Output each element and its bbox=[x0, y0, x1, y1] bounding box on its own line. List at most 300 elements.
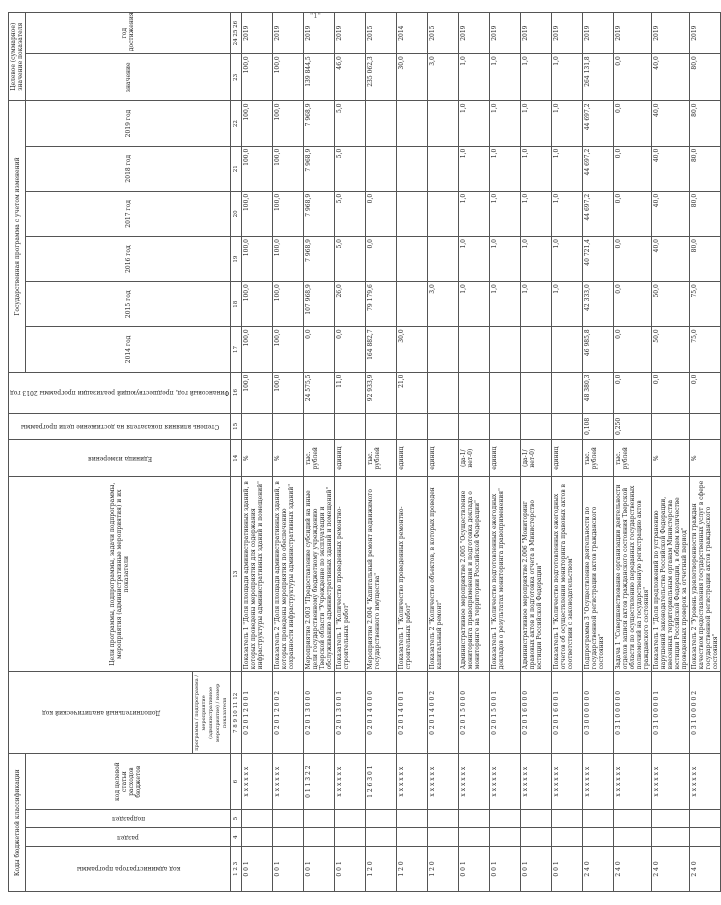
cell-dop-code: 0 2 0 1 6 0 0 1 bbox=[552, 672, 583, 754]
cell-fin: 0,0 bbox=[652, 372, 690, 413]
cell-year-value: 5,0 bbox=[335, 237, 366, 282]
cell-total-value: 235 062,3 bbox=[366, 54, 397, 101]
cell-total-year: 2019 bbox=[690, 13, 721, 54]
cell-year-value: 1,0 bbox=[459, 101, 490, 146]
cell-year-value: 7 968,9 bbox=[304, 237, 335, 282]
column-number: 20 bbox=[231, 191, 242, 236]
column-number-row bbox=[231, 13, 242, 892]
cell-unit: тыс. рублей bbox=[366, 440, 397, 477]
cell-weight bbox=[335, 413, 366, 440]
header-kcs: код целевой статьи расходов бюджетов bbox=[26, 754, 231, 809]
cell-ap: 0 0 1 bbox=[335, 846, 366, 891]
cell-unit: % bbox=[652, 440, 690, 477]
cell-fin: 92 933,9 bbox=[366, 372, 397, 413]
cell-year-value: 40,0 bbox=[652, 191, 690, 236]
table-body bbox=[242, 13, 721, 892]
cell-total-year: 2015 bbox=[428, 13, 459, 54]
cell-dop-code: 0 3 0 0 0 0 0 0 bbox=[583, 672, 614, 754]
cell-total-year: 2019 bbox=[583, 13, 614, 54]
table-row bbox=[366, 13, 397, 892]
cell-fin bbox=[459, 372, 490, 413]
column-number: 23 bbox=[231, 54, 242, 101]
cell-total-value: 80,0 bbox=[690, 54, 721, 101]
cell-kcs: x x x x x x bbox=[273, 754, 304, 809]
cell-unit: тыс. рублей bbox=[583, 440, 614, 477]
cell-unit: % bbox=[242, 440, 273, 477]
cell-year-value bbox=[428, 327, 459, 372]
cell-total-value: 46,0 bbox=[335, 54, 366, 101]
table-row bbox=[614, 13, 652, 892]
cell-ap: 1 2 0 bbox=[397, 846, 428, 891]
cell-ap: 1 2 0 bbox=[366, 846, 397, 891]
cell-year-value: 0,0 bbox=[614, 101, 652, 146]
cell-year-value: 46 985,8 bbox=[583, 327, 614, 372]
cell-total-value: 1,0 bbox=[490, 54, 521, 101]
column-number: 17 bbox=[231, 327, 242, 372]
cell-name: Показатель 1 "Доля площади административных зданий, в которых проведены мероприятия для содержания инфраструктуры административных зданий и помещений" bbox=[242, 477, 273, 672]
cell-fin: 100,0 bbox=[273, 372, 304, 413]
cell-year-value: 0,0 bbox=[614, 237, 652, 282]
cell-weight: 0,108 bbox=[583, 413, 614, 440]
cell-year-value: 0,0 bbox=[304, 327, 335, 372]
cell-year-value bbox=[397, 191, 428, 236]
cell-fin: 0,0 bbox=[690, 372, 721, 413]
cell-dop-code: 0 3 1 0 0 0 0 1 bbox=[652, 672, 690, 754]
cell-year-value: 5,0 bbox=[335, 101, 366, 146]
cell-weight bbox=[490, 413, 521, 440]
cell-podrazdel bbox=[428, 809, 459, 827]
cell-weight bbox=[366, 413, 397, 440]
cell-weight bbox=[521, 413, 552, 440]
cell-ap: 0 0 1 bbox=[459, 846, 490, 891]
table-row bbox=[552, 13, 583, 892]
cell-name: Показатель 1 "Количество проведенных ремонтно-строительных работ" bbox=[335, 477, 366, 672]
cell-weight bbox=[652, 413, 690, 440]
cell-ap: 0 0 1 bbox=[521, 846, 552, 891]
cell-dop-code: 0 2 0 1 5 0 0 0 bbox=[459, 672, 490, 754]
cell-unit: % bbox=[690, 440, 721, 477]
column-number: 14 bbox=[231, 440, 242, 477]
cell-total-year: 2019 bbox=[552, 13, 583, 54]
cell-dop-code: 0 2 0 1 2 0 0 1 bbox=[242, 672, 273, 754]
cell-name: Показатель 2 "Количество объектов, в которых проведен капитальный ремонт" bbox=[428, 477, 459, 672]
cell-ap: 0 0 1 bbox=[242, 846, 273, 891]
cell-kcs: 0 1 1 3 2 2 bbox=[304, 754, 335, 809]
header-total: Целевое (суммарное) значение показателя bbox=[9, 13, 26, 101]
cell-year-value: 7 968,9 bbox=[304, 101, 335, 146]
cell-year-value: 75,0 bbox=[690, 282, 721, 327]
cell-dop-code: 0 2 0 1 3 0 0 0 bbox=[304, 672, 335, 754]
cell-weight bbox=[242, 413, 273, 440]
cell-unit: единиц bbox=[490, 440, 521, 477]
cell-razdel bbox=[335, 828, 366, 846]
cell-kcs: x x x x x x bbox=[335, 754, 366, 809]
cell-fin: 24 575,5 bbox=[304, 372, 335, 413]
cell-year-value: 100,0 bbox=[242, 191, 273, 236]
cell-year-value: 80,0 bbox=[690, 191, 721, 236]
cell-ap: 0 0 1 bbox=[552, 846, 583, 891]
cell-dop-code: 0 2 0 1 4 0 0 2 bbox=[428, 672, 459, 754]
cell-year-value: 100,0 bbox=[273, 282, 304, 327]
cell-unit: единиц bbox=[428, 440, 459, 477]
column-number: 7 8 9 10 11 12 bbox=[231, 672, 242, 754]
header-y2017: 2017 год bbox=[26, 191, 231, 236]
cell-year-value: 44 697,2 bbox=[583, 191, 614, 236]
cell-year-value: 100,0 bbox=[242, 327, 273, 372]
cell-year-value: 164 882,7 bbox=[366, 327, 397, 372]
cell-dop-code: 0 2 0 1 5 0 0 1 bbox=[490, 672, 521, 754]
cell-year-value: 100,0 bbox=[273, 327, 304, 372]
header-ap: код администратора программы bbox=[26, 846, 231, 891]
cell-year-value bbox=[521, 327, 552, 372]
table-row bbox=[459, 13, 490, 892]
cell-weight bbox=[428, 413, 459, 440]
cell-kcs: x x x x x x bbox=[614, 754, 652, 809]
cell-total-year: 2019 bbox=[304, 13, 335, 54]
cell-ap: 1 2 0 bbox=[428, 846, 459, 891]
cell-dop-code: 0 2 0 1 6 0 0 0 bbox=[521, 672, 552, 754]
cell-unit: тыс. рублей bbox=[304, 440, 335, 477]
cell-ap: 2 4 0 bbox=[652, 846, 690, 891]
cell-year-value: 50,0 bbox=[652, 282, 690, 327]
cell-weight bbox=[273, 413, 304, 440]
cell-total-value: 3,0 bbox=[428, 54, 459, 101]
cell-total-year: 2015 bbox=[366, 13, 397, 54]
header-name: Цели программы, подпрограммы, задачи подпрограммы, мероприятия (административные мероприятия) и их показатели bbox=[9, 477, 231, 672]
column-number: 13 bbox=[231, 477, 242, 672]
cell-fin bbox=[521, 372, 552, 413]
cell-year-value: 1,0 bbox=[521, 282, 552, 327]
cell-total-value: 100,0 bbox=[273, 54, 304, 101]
cell-dop-code: 0 3 1 0 0 0 0 0 bbox=[614, 672, 652, 754]
cell-total-year: 2019 bbox=[459, 13, 490, 54]
cell-name: Показатель 1 "Доля предложений по устранению нарушений законодательства Российской Федерации, внесенных территориальным органам Министерства юстиции Российской Федерации, в общем количестве проведенных проверок за отчетный период" bbox=[652, 477, 690, 672]
cell-year-value: 3,0 bbox=[428, 282, 459, 327]
cell-razdel bbox=[652, 828, 690, 846]
cell-razdel bbox=[690, 828, 721, 846]
cell-razdel bbox=[583, 828, 614, 846]
cell-kcs: x x x x x x bbox=[552, 754, 583, 809]
cell-year-value: 5,0 bbox=[335, 191, 366, 236]
cell-year-value: 79 179,6 bbox=[366, 282, 397, 327]
cell-podrazdel bbox=[690, 809, 721, 827]
cell-year-value: 1,0 bbox=[490, 146, 521, 191]
column-number: 5 bbox=[231, 809, 242, 827]
cell-unit: (да-1/нет-0) bbox=[459, 440, 490, 477]
cell-kcs: 1 2 6 3 0 1 bbox=[366, 754, 397, 809]
cell-year-value: 42 333,0 bbox=[583, 282, 614, 327]
cell-year-value: 40,0 bbox=[652, 146, 690, 191]
cell-year-value bbox=[428, 101, 459, 146]
cell-year-value: 100,0 bbox=[242, 101, 273, 146]
cell-year-value: 7 968,9 bbox=[304, 191, 335, 236]
cell-kcs: x x x x x x bbox=[397, 754, 428, 809]
cell-razdel bbox=[614, 828, 652, 846]
cell-kcs: x x x x x x bbox=[652, 754, 690, 809]
cell-year-value bbox=[366, 146, 397, 191]
cell-year-value: 1,0 bbox=[552, 146, 583, 191]
cell-ap: 0 0 1 bbox=[304, 846, 335, 891]
cell-ap: 2 4 0 bbox=[690, 846, 721, 891]
header-y2018: 2018 год bbox=[26, 146, 231, 191]
cell-year-value: 0,0 bbox=[614, 327, 652, 372]
cell-unit: единиц bbox=[552, 440, 583, 477]
table-row bbox=[690, 13, 721, 892]
cell-weight: 0,250 bbox=[614, 413, 652, 440]
cell-year-value: 1,0 bbox=[552, 282, 583, 327]
cell-fin bbox=[490, 372, 521, 413]
table-row bbox=[428, 13, 459, 892]
cell-podrazdel bbox=[304, 809, 335, 827]
cell-year-value: 1,0 bbox=[521, 237, 552, 282]
cell-total-year: 2019 bbox=[335, 13, 366, 54]
header-dop: Дополнительный аналитический код bbox=[9, 672, 193, 754]
header-y2015: 2015 год bbox=[26, 282, 231, 327]
column-number: 24 25 26 bbox=[231, 13, 242, 54]
cell-year-value: 0,0 bbox=[366, 191, 397, 236]
column-number: 21 bbox=[231, 146, 242, 191]
cell-year-value: 1,0 bbox=[459, 191, 490, 236]
cell-year-value: 100,0 bbox=[273, 191, 304, 236]
rotated-table-wrapper bbox=[8, 12, 720, 892]
cell-year-value: 0,0 bbox=[614, 146, 652, 191]
cell-year-value: 1,0 bbox=[552, 237, 583, 282]
cell-razdel bbox=[490, 828, 521, 846]
cell-ap: 2 4 0 bbox=[614, 846, 652, 891]
column-number: 18 bbox=[231, 282, 242, 327]
header-unit: Единица измерения bbox=[9, 440, 231, 477]
cell-kcs: x x x x x x bbox=[490, 754, 521, 809]
cell-dop-code: 0 2 0 1 4 0 0 0 bbox=[366, 672, 397, 754]
cell-total-year: 2019 bbox=[521, 13, 552, 54]
cell-razdel bbox=[552, 828, 583, 846]
header-tval: значение bbox=[26, 54, 231, 101]
header-y2014: 2014 год bbox=[26, 327, 231, 372]
cell-name: Административное мероприятие 2.005 "Осуществление мониторинга правоприменения и подготовка доклада о мониторинге на территории Российской Федерации" bbox=[459, 477, 490, 672]
cell-weight bbox=[459, 413, 490, 440]
cell-year-value: 1,0 bbox=[490, 101, 521, 146]
cell-year-value: 1,0 bbox=[521, 191, 552, 236]
header-fin: Финансовый год, предшествующий реализации программы 2013 год bbox=[9, 372, 231, 413]
cell-year-value bbox=[366, 101, 397, 146]
cell-year-value: 0,0 bbox=[614, 282, 652, 327]
cell-year-value bbox=[428, 146, 459, 191]
cell-year-value: 1,0 bbox=[521, 101, 552, 146]
cell-podrazdel bbox=[335, 809, 366, 827]
cell-name: Показатель 2 "Доля площади административных зданий, в которых проведены мероприятия по обеспечению сохранности инфраструктуры административных зданий" bbox=[273, 477, 304, 672]
column-number: 15 bbox=[231, 413, 242, 440]
cell-year-value: 100,0 bbox=[273, 146, 304, 191]
cell-dop-code: 0 3 1 0 0 0 0 2 bbox=[690, 672, 721, 754]
cell-year-value bbox=[397, 237, 428, 282]
cell-weight bbox=[397, 413, 428, 440]
header-dop-sub: программа / подпрограмма / мероприятие (административное мероприятие) / номер показателя bbox=[193, 672, 231, 754]
cell-razdel bbox=[242, 828, 273, 846]
cell-unit: единиц bbox=[397, 440, 428, 477]
table-row bbox=[397, 13, 428, 892]
cell-fin: 0,0 bbox=[614, 372, 652, 413]
cell-year-value: 75,0 bbox=[690, 327, 721, 372]
cell-year-value bbox=[397, 282, 428, 327]
cell-year-value: 26,0 bbox=[335, 282, 366, 327]
cell-year-value: 0,0 bbox=[335, 327, 366, 372]
cell-total-value: 100,0 bbox=[242, 54, 273, 101]
cell-year-value: 1,0 bbox=[459, 237, 490, 282]
cell-total-year: 2019 bbox=[652, 13, 690, 54]
cell-razdel bbox=[428, 828, 459, 846]
cell-unit: % bbox=[273, 440, 304, 477]
cell-total-value: 1,0 bbox=[459, 54, 490, 101]
cell-dop-code: 0 2 0 1 3 0 0 1 bbox=[335, 672, 366, 754]
header-podrazdel: подраздел bbox=[26, 809, 231, 827]
cell-fin: 100,0 bbox=[242, 372, 273, 413]
cell-podrazdel bbox=[583, 809, 614, 827]
table-row bbox=[521, 13, 552, 892]
table-row bbox=[242, 13, 273, 892]
header-razdel: раздел bbox=[26, 828, 231, 846]
page-marker: "1" bbox=[310, 12, 321, 20]
cell-total-year: 2019 bbox=[490, 13, 521, 54]
cell-total-value: 40,0 bbox=[652, 54, 690, 101]
cell-year-value bbox=[397, 146, 428, 191]
cell-total-value: 1,0 bbox=[521, 54, 552, 101]
table-row bbox=[304, 13, 335, 892]
cell-year-value: 1,0 bbox=[490, 237, 521, 282]
cell-year-value: 100,0 bbox=[242, 237, 273, 282]
column-number: 16 bbox=[231, 372, 242, 413]
cell-unit: тыс. рублей bbox=[614, 440, 652, 477]
cell-year-value: 44 697,2 bbox=[583, 101, 614, 146]
cell-year-value: 1,0 bbox=[552, 191, 583, 236]
cell-year-value: 100,0 bbox=[242, 282, 273, 327]
header-weight: Степень влияния показателя на достижение цели программы bbox=[9, 413, 231, 440]
cell-total-year: 2019 bbox=[273, 13, 304, 54]
cell-name: Мероприятие 2.003 "Предоставление субсидий на иные цели государственному бюджетному учреждению Тверской области "Учреждение по эксплуатации и обслуживанию административных зданий и помещений" bbox=[304, 477, 335, 672]
cell-year-value: 100,0 bbox=[242, 146, 273, 191]
cell-year-value: 1,0 bbox=[459, 282, 490, 327]
cell-year-value: 1,0 bbox=[521, 146, 552, 191]
cell-name: Мероприятие 2.004 "Капитальный ремонт недвижимого государственного имущества" bbox=[366, 477, 397, 672]
cell-podrazdel bbox=[397, 809, 428, 827]
cell-kcs: x x x x x x bbox=[521, 754, 552, 809]
header-y2016: 2016 год bbox=[26, 237, 231, 282]
cell-unit: единиц bbox=[335, 440, 366, 477]
cell-year-value bbox=[397, 101, 428, 146]
header-gp: Государственная программа с учетом изменений bbox=[9, 101, 26, 372]
cell-fin: 48 380,3 bbox=[583, 372, 614, 413]
cell-dop-code: 0 2 0 1 2 0 0 2 bbox=[273, 672, 304, 754]
cell-kcs: x x x x x x bbox=[242, 754, 273, 809]
cell-name: Задача 1 "Совершенствование организации деятельности отделов записи актов гражданского состояния Тверской области по осуществлению переданных государственных полномочий на государственную регистрацию актов гражданского состояния" bbox=[614, 477, 652, 672]
cell-ap: 0 0 1 bbox=[273, 846, 304, 891]
cell-razdel bbox=[304, 828, 335, 846]
header-kbk: Коды бюджетной классификации bbox=[9, 754, 26, 892]
column-number: 22 bbox=[231, 101, 242, 146]
cell-year-value: 1,0 bbox=[490, 191, 521, 236]
cell-total-year: 2019 bbox=[614, 13, 652, 54]
cell-year-value: 1,0 bbox=[490, 282, 521, 327]
cell-year-value bbox=[552, 327, 583, 372]
cell-year-value: 40,0 bbox=[652, 101, 690, 146]
cell-total-year: 2019 bbox=[242, 13, 273, 54]
cell-podrazdel bbox=[459, 809, 490, 827]
column-number: 1 2 3 bbox=[231, 846, 242, 891]
cell-kcs: x x x x x x bbox=[690, 754, 721, 809]
cell-year-value: 107 968,9 bbox=[304, 282, 335, 327]
header-y2019: 2019 год bbox=[26, 101, 231, 146]
cell-fin bbox=[428, 372, 459, 413]
cell-weight bbox=[304, 413, 335, 440]
cell-podrazdel bbox=[652, 809, 690, 827]
cell-name: Подпрограмма 3 "Осуществление деятельности по государственной регистрации актов гражданского состояния" bbox=[583, 477, 614, 672]
cell-podrazdel bbox=[552, 809, 583, 827]
cell-fin: 11,0 bbox=[335, 372, 366, 413]
program-table bbox=[8, 12, 721, 892]
cell-weight bbox=[690, 413, 721, 440]
cell-year-value bbox=[459, 327, 490, 372]
cell-total-value: 30,0 bbox=[397, 54, 428, 101]
cell-name: Показатель 1 "Количество подготовленных ежегодных отчетов об осуществлении мониторинга правовых актов в соответствии с законодательством" bbox=[552, 477, 583, 672]
cell-year-value: 40 721,4 bbox=[583, 237, 614, 282]
cell-total-year: 2014 bbox=[397, 13, 428, 54]
cell-year-value: 80,0 bbox=[690, 237, 721, 282]
column-number: 19 bbox=[231, 237, 242, 282]
cell-year-value bbox=[490, 327, 521, 372]
column-number: 4 bbox=[231, 828, 242, 846]
cell-kcs: x x x x x x bbox=[459, 754, 490, 809]
cell-year-value: 100,0 bbox=[273, 101, 304, 146]
cell-name: Административное мероприятие 2.006 "Мониторинг правовых актов и подготовка отчета в Министерство юстиции Российской Федерации" bbox=[521, 477, 552, 672]
table-row bbox=[335, 13, 366, 892]
cell-name: Показатель 1 "Количество подготовленных ежегодных докладов о результатах мониторинга правоприменения" bbox=[490, 477, 521, 672]
cell-fin: 21,0 bbox=[397, 372, 428, 413]
cell-total-value: 1,0 bbox=[552, 54, 583, 101]
cell-fin bbox=[552, 372, 583, 413]
cell-podrazdel bbox=[242, 809, 273, 827]
column-number: 6 bbox=[231, 754, 242, 809]
table-row bbox=[490, 13, 521, 892]
cell-ap: 0 0 1 bbox=[490, 846, 521, 891]
cell-year-value: 30,0 bbox=[397, 327, 428, 372]
cell-year-value: 7 968,9 bbox=[304, 146, 335, 191]
cell-year-value: 0,0 bbox=[366, 237, 397, 282]
cell-year-value: 40,0 bbox=[652, 237, 690, 282]
cell-razdel bbox=[459, 828, 490, 846]
cell-year-value: 80,0 bbox=[690, 146, 721, 191]
table-row bbox=[583, 13, 614, 892]
cell-year-value: 1,0 bbox=[552, 101, 583, 146]
cell-name: Показатель 2 "Уровень удовлетворенности граждан качеством предоставления государственных услуг в сфере государственной регистрации актов гражданского состояния" bbox=[690, 477, 721, 672]
cell-podrazdel bbox=[490, 809, 521, 827]
cell-kcs: x x x x x x bbox=[428, 754, 459, 809]
cell-dop-code: 0 2 0 1 4 0 0 1 bbox=[397, 672, 428, 754]
table-row bbox=[652, 13, 690, 892]
cell-total-value: 139 844,5 bbox=[304, 54, 335, 101]
cell-razdel bbox=[397, 828, 428, 846]
cell-razdel bbox=[366, 828, 397, 846]
cell-weight bbox=[552, 413, 583, 440]
cell-razdel bbox=[273, 828, 304, 846]
table-row bbox=[273, 13, 304, 892]
cell-year-value: 5,0 bbox=[335, 146, 366, 191]
cell-ap: 2 4 0 bbox=[583, 846, 614, 891]
cell-podrazdel bbox=[273, 809, 304, 827]
cell-kcs: x x x x x x bbox=[583, 754, 614, 809]
cell-total-value: 264 131,8 bbox=[583, 54, 614, 101]
cell-razdel bbox=[521, 828, 552, 846]
cell-podrazdel bbox=[521, 809, 552, 827]
cell-year-value: 0,0 bbox=[614, 191, 652, 236]
